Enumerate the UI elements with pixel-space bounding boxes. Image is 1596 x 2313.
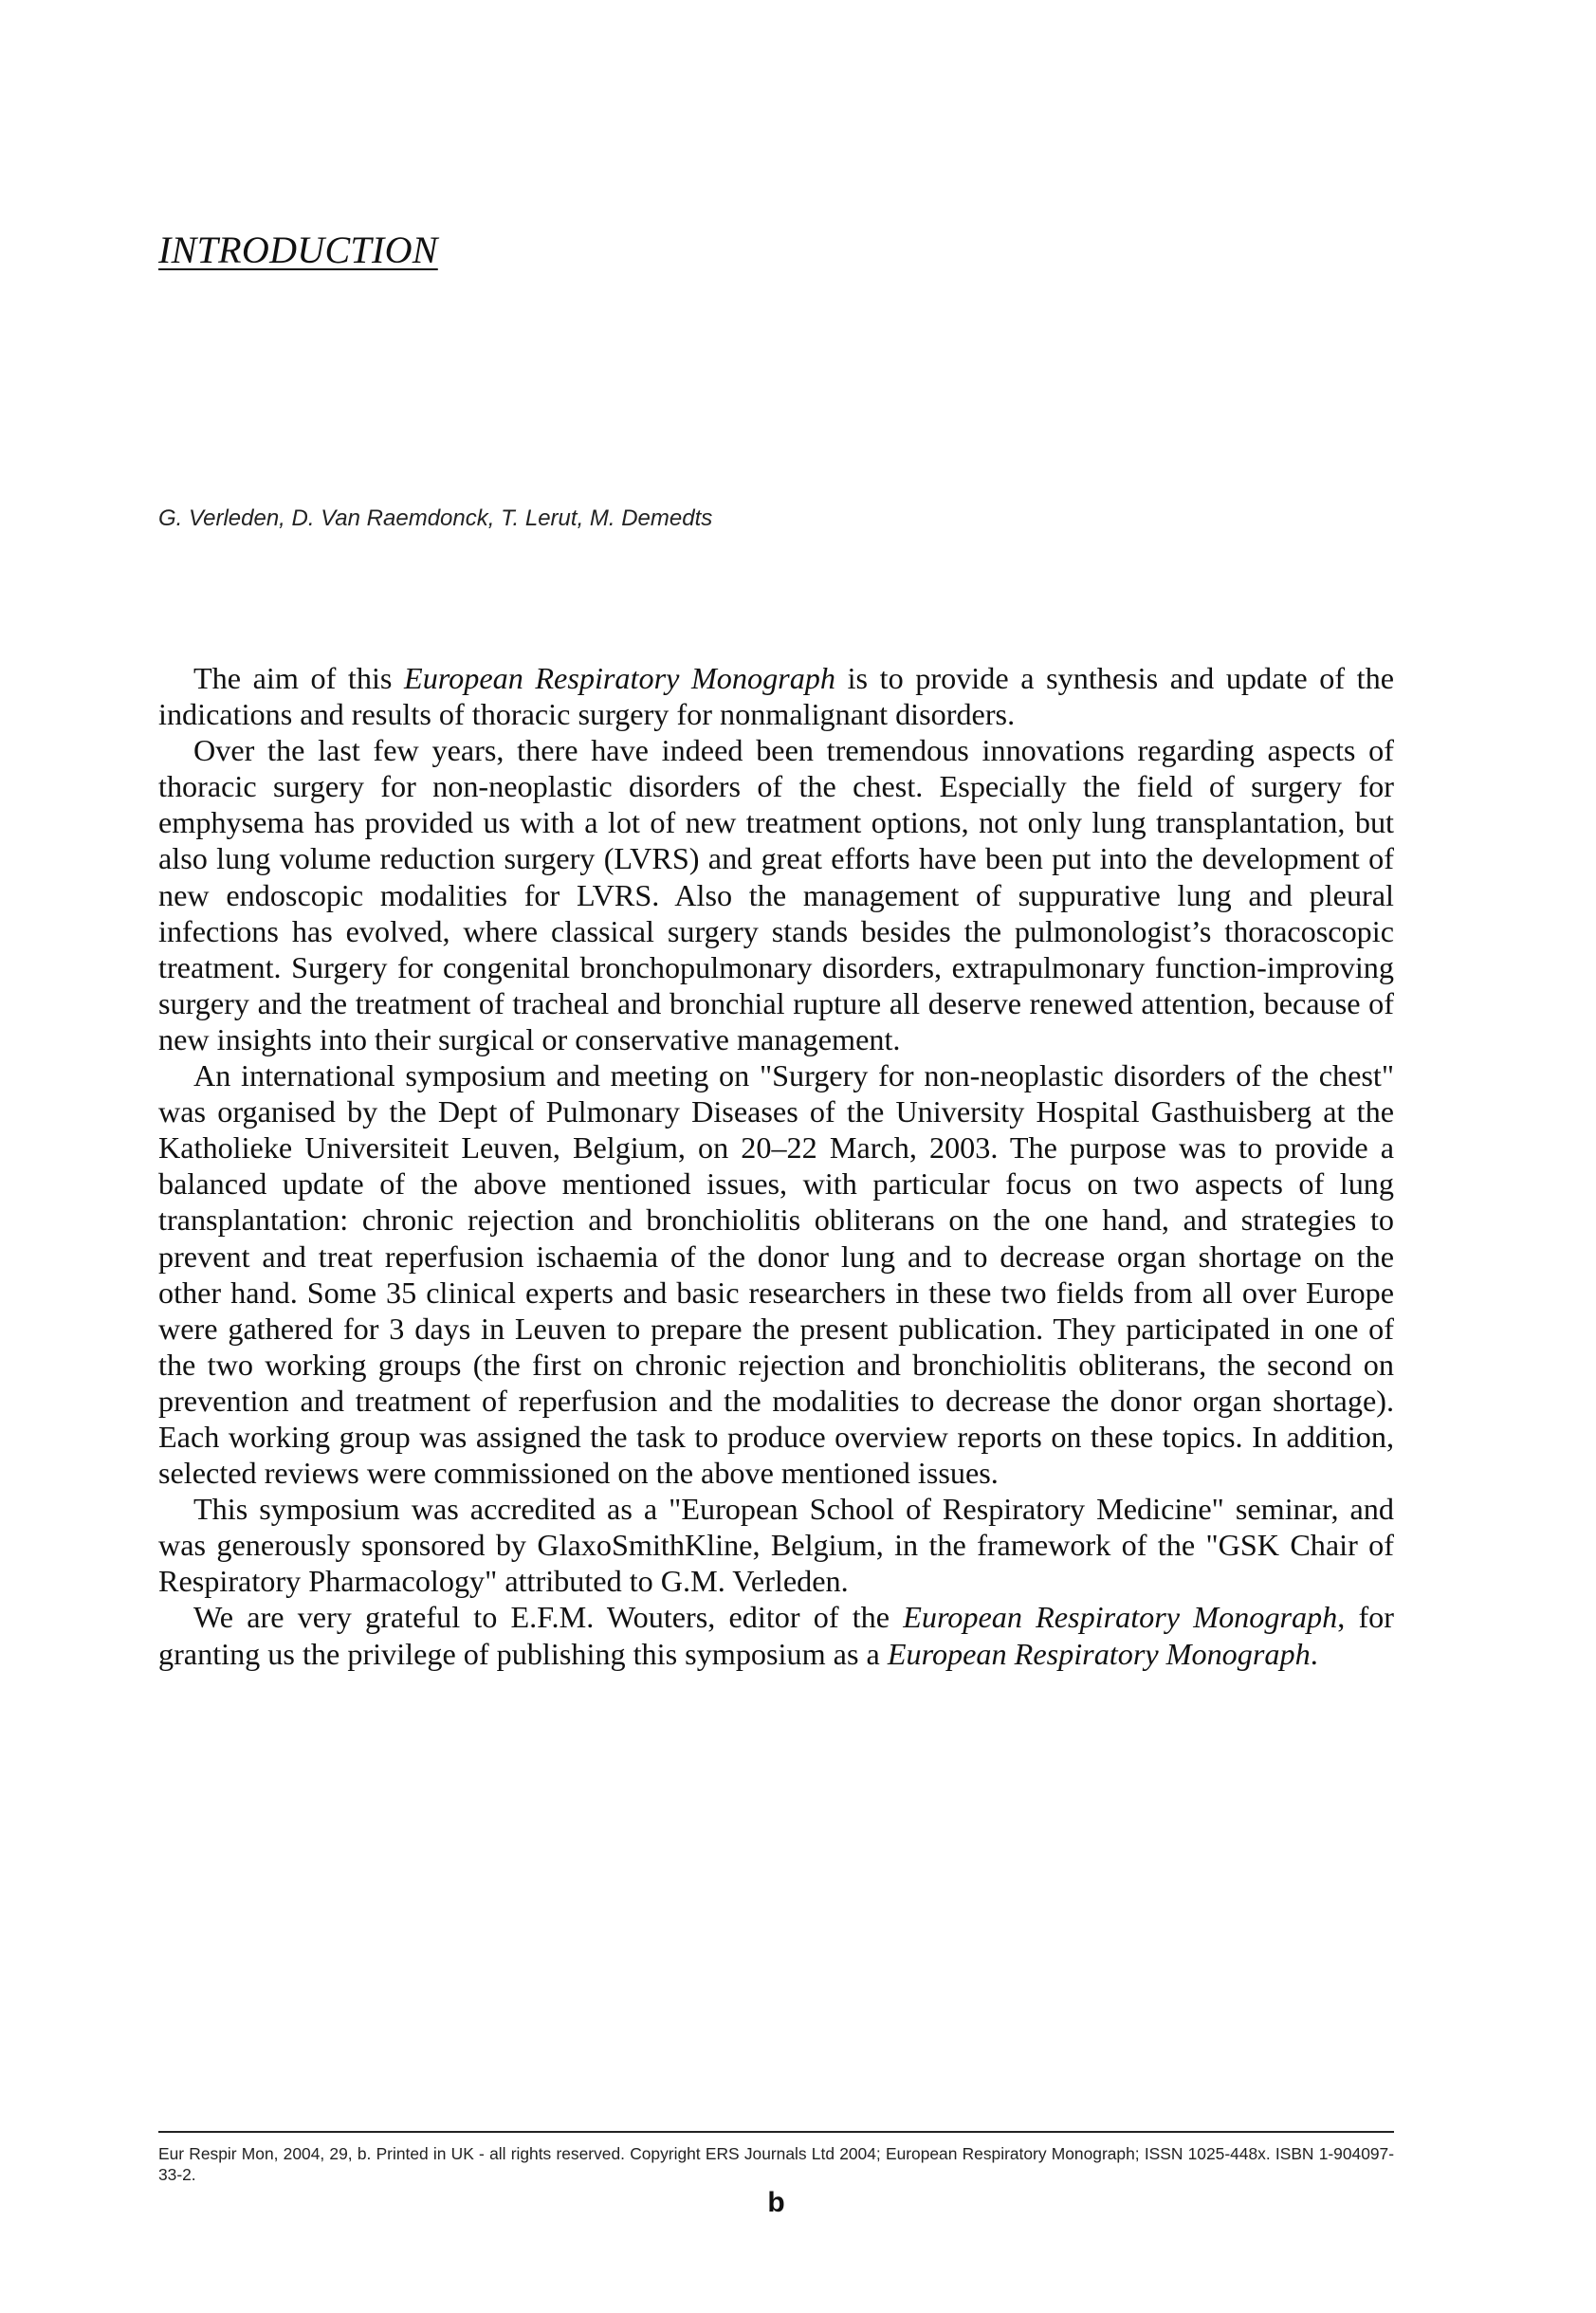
paragraph-symposium: An international symposium and meeting on "Surgery for non-neoplastic disorders of the chest" was organised by the Dept of Pulmonary Diseases of the University Hospital Gasthuisberg at the Katholieke Universiteit Leuven, Belgium, on 20–22 March, 2003. The purpose was to provide a balanced update of the above mentioned issues, with particular focus on two aspects of lung transplantation: chronic rejection and bronchiolitis obliterans on the one hand, and strategies to prevent and treat reperfusion ischaemia of the donor lung and to decrease organ shortage on the other hand. Some 35 clinical experts and basic researchers in these two fields from all over Europe were gathered for 3 days in Leuven to prepare the present publication. They participated in one of the two working groups (the first on chronic rejection and bronchiolitis obliterans, the second on prevention and treatment of reperfusion and the modalities to decrease the donor organ shortage). Each working group was assigned the task to produce overview reports on these topics. In addition, selected reviews were commissioned on the above mentioned issues. xyxy=(158,1058,1394,1491)
journal-title-italic: European Respiratory Monograph xyxy=(903,1600,1338,1635)
page-marker: b xyxy=(767,2187,785,2218)
author-list: G. Verleden, D. Van Raemdonck, T. Lerut, M. Demedts xyxy=(158,505,713,531)
paragraph-text: . xyxy=(1310,1636,1318,1671)
paragraph-text: The aim of this xyxy=(193,661,405,695)
footer-citation: Eur Respir Mon, 2004, 29, b. Printed in UK - all rights reserved. Copyright ERS Journals Ltd 2004; European Respiratory Monograph; ISSN 1025-448x. ISBN 1-904097-33-2. xyxy=(158,2144,1394,2184)
paragraph-text: , for granting us the privilege of publishing this symposium as a xyxy=(158,1600,1394,1671)
paragraph-text: We are very grateful to E.F.M. Wouters, editor of the xyxy=(193,1600,904,1635)
journal-title-italic: European Respiratory Monograph xyxy=(404,661,835,695)
journal-title-italic: European Respiratory Monograph xyxy=(887,1636,1311,1671)
paragraph-aim xyxy=(158,660,1394,732)
paragraph-text: is to provide a synthesis and update of the indications and results of thoracic surgery for nonmalignant disorders. xyxy=(158,661,1394,732)
body-text xyxy=(158,660,1394,1672)
paragraph-accreditation: This symposium was accredited as a "European School of Respiratory Medicine" seminar, and was generously sponsored by GlaxoSmithKline, Belgium, in the framework of the "GSK Chair of Respiratory Pharmacology" attributed to G.M. Verleden. xyxy=(158,1492,1394,1599)
paragraph-innovations: Over the last few years, there have indeed been tremendous innovations regarding aspects of thoracic surgery for non-neoplastic disorders of the chest. Especially the field of surgery for emphysema has provided us with a lot of new treatment options, not only lung transplantation, but also lung volume reduction surgery (LVRS) and great efforts have been put into the development of new endoscopic modalities for LVRS. Also the management of suppurative lung and pleural infections has evolved, where classical surgery stands besides the pulmonologist’s thoracoscopic treatment. Surgery for congenital bronchopulmonary disorders, extrapulmonary function-improving surgery and the treatment of tracheal and bronchial rupture all deserve renewed attention, because of new insights into their surgical or conservative management. xyxy=(158,733,1394,1056)
paragraph-acknowledgement xyxy=(158,1599,1394,1671)
footer-divider xyxy=(158,2131,1394,2133)
page-title: INTRODUCTION xyxy=(158,229,438,271)
